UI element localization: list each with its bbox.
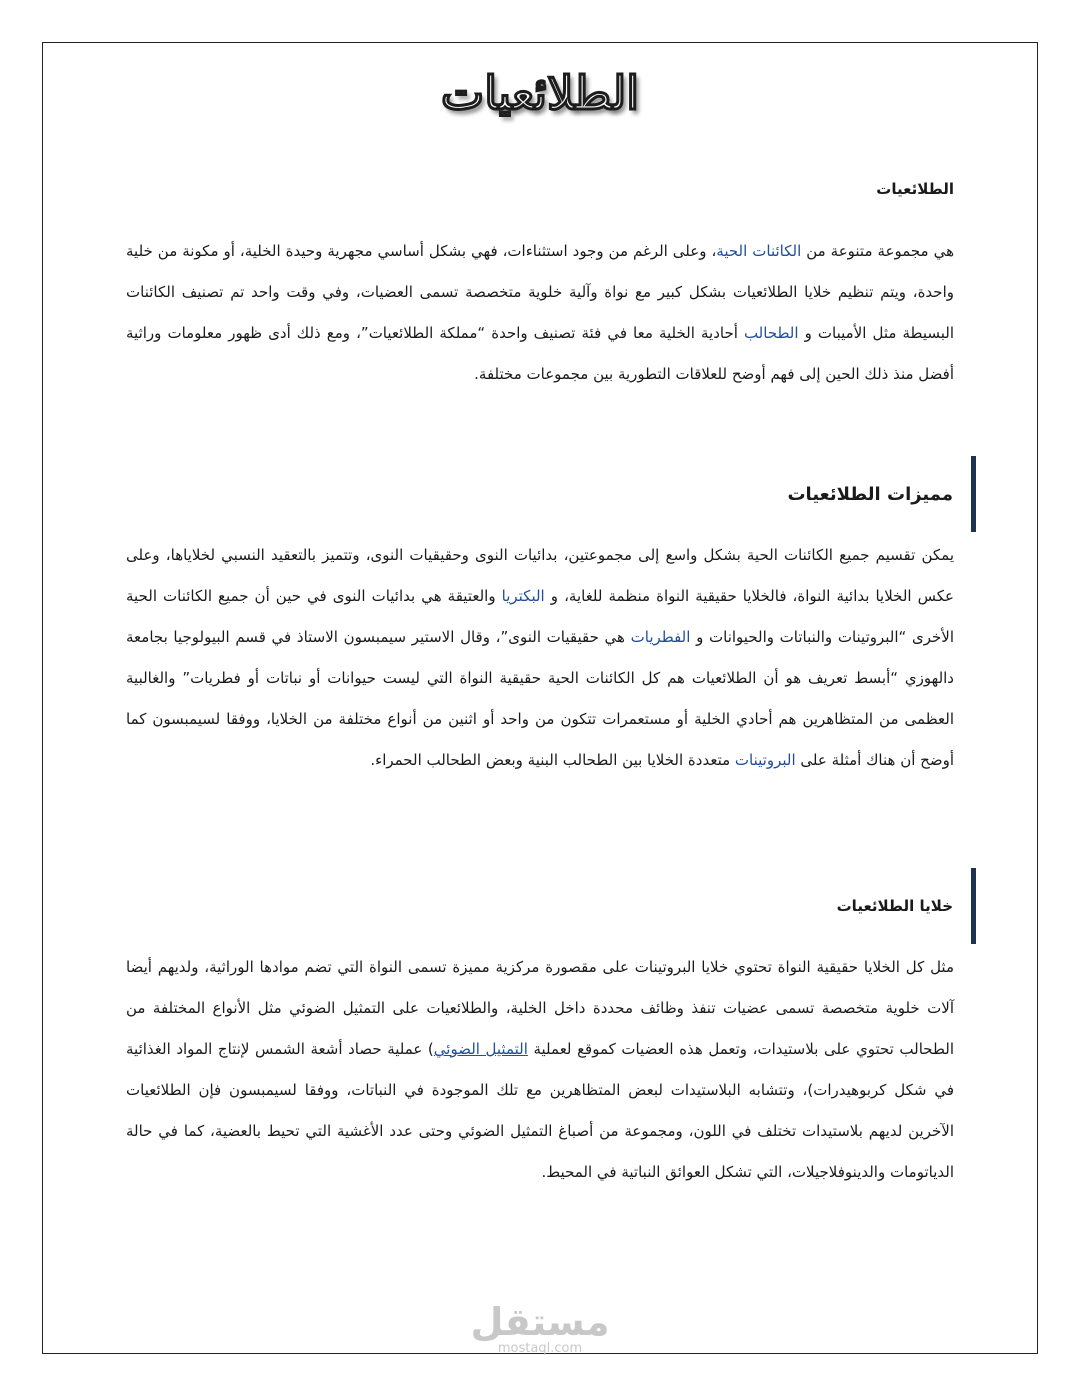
text-run: مثل كل الخلايا حقيقية النواة تحتوي خلايا البروتينات على مقصورة مركزية مميزة تسمى النواة التي تضم موادها الوراثية، ولديهم أيضا آلات خلوية متخصصة تسمى عضيات تنفذ وظائف محددة داخل الخلية، والطلائعيات على التمثيل الضوئي مثل الأنواع المختلفة من الطحالب تحتوي على بلاستيدات، وتعمل هذه العضيات كموقع لعملية	[126, 958, 955, 1058]
section-heading-cells	[116, 868, 976, 944]
intro-paragraph	[126, 231, 954, 395]
section-heading-features	[116, 456, 976, 532]
link-fungi[interactable]: الفطريات	[630, 628, 691, 646]
link-algae[interactable]: الطحالب	[743, 324, 799, 342]
document-title: الطلائعيات	[440, 66, 640, 120]
text-run: ، وعلى الرغم من وجود استثناءات، فهي بشكل أساسي مجهرية وحيدة الخلية، أو مكونة من خلية واحدة، ويتم تنظيم خلايا الطلائعيات بشكل كبير مع نواة وآلية خلوية متخصصة تسمى العضيات، وفي وقت واحد تم تصنيف الكائنات البسيطة مثل الأميبات و	[126, 242, 954, 342]
text-run: متعددة الخلايا بين الطحالب البنية وبعض الطحالب الحمراء.	[370, 751, 735, 769]
text-run: هي مجموعة متنوعة من	[801, 242, 954, 260]
text-run: هي حقيقيات النوى”، وقال الاستير سيمبسون الاستاذ في قسم البيولوجيا بجامعة دالهوزي “أبسط تعريف هو أن الطلائعيات هم كل الكائنات الحية حقيقية النواة التي ليست حيوانات أو نباتات أو فطريات” والغالبية العظمى من المتظاهرين هم أحادي الخلية أو مستعمرات تتكون من واحد أو اثنين من أنواع مختلفة من الخلايا، ووفقا لسيمبسون كما أوضح أن هناك أمثلة على	[126, 628, 954, 769]
intro-heading-block	[126, 180, 954, 198]
link-living-organisms[interactable]: الكائنات الحية	[716, 242, 802, 260]
text-run: والعتيقة هي بدائيات النوى في حين أن جميع الكائنات الحية الأخرى “البروتينات والنباتات والحيوانات و	[126, 587, 954, 646]
text-run: يمكن تقسيم جميع الكائنات الحية بشكل واسع إلى مجموعتين، بدائيات النوى وحقيقيات النوى، وتتميز بالتعقيد النسبي لخلاياها، وعلى عكس الخلايا بدائية النواة، فالخلايا حقيقية النواة منظمة للغاية، و	[126, 546, 954, 605]
cells-heading: خلايا الطلائعيات	[836, 897, 953, 915]
section-cells	[126, 947, 954, 1193]
watermark-latin: mostaql.com	[497, 1341, 583, 1356]
link-proteins[interactable]: البروتينات	[734, 751, 796, 769]
section-intro	[126, 231, 954, 395]
watermark-arabic: مستقل	[470, 1300, 610, 1344]
features-paragraph	[126, 535, 954, 781]
link-photosynthesis[interactable]: التمثيل الضوئي	[433, 1040, 528, 1058]
text-run: ) عملية حصاد أشعة الشمس لإنتاج المواد الغذائية في شكل كربوهيدرات)، وتتشابه البلاستيدات لبعض المتظاهرين مع تلك الموجودة في النباتات، ووفقا لسيمبسون فإن الطلائعيات الآخرين لديهم بلاستيدات تختلف في اللون، ومجموعة من أصباغ التمثيل الضوئي وحتى عدد الأغشية التي تحيط بالعضية، كما في حالة الدياتومات والدينوفلاجيلات، التي تشكل العوائق النباتية في المحيط.	[126, 1040, 954, 1181]
text-run: أحادية الخلية معا في فئة تصنيف واحدة “مملكة الطلائعيات”، ومع ذلك أدى ظهور معلومات وراثية أفضل منذ ذلك الحين إلى فهم أوضح للعلاقات التطورية بين مجموعات مختلفة.	[126, 324, 954, 383]
link-bacteria[interactable]: البكتريا	[501, 587, 545, 605]
section-features	[126, 535, 954, 781]
intro-heading: الطلائعيات	[876, 180, 954, 198]
cells-paragraph	[126, 947, 954, 1193]
features-heading: مميزات الطلائعيات	[787, 483, 953, 505]
